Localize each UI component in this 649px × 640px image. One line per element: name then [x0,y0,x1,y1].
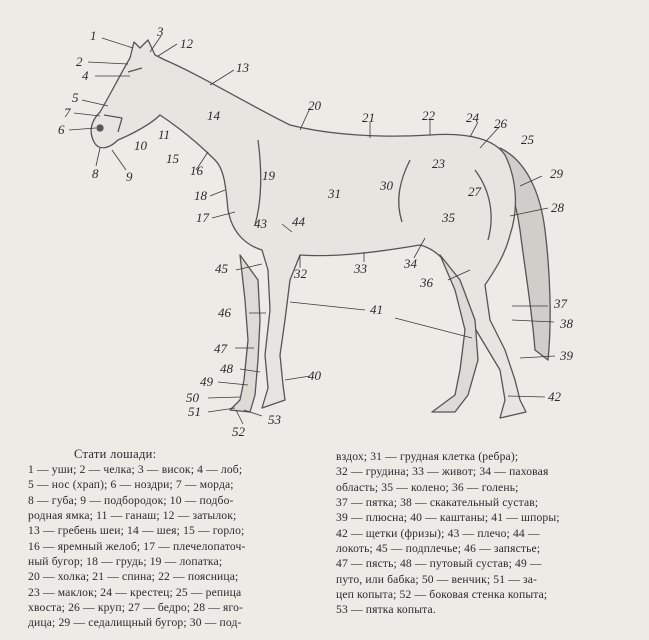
label-27: 27 [468,184,481,199]
label-19: 19 [262,168,275,183]
label-16: 16 [190,163,203,178]
label-43: 43 [254,216,267,231]
legend-line: локоть; 45 — подплечье; 46 — запястье; [336,542,541,556]
legend-line: 16 — яремный желоб; 17 — плечелопаточ- [28,539,246,553]
legend-line: вздох; 31 — грудная клетка (ребра); [336,450,519,463]
label-36: 36 [420,275,433,290]
legend-line: ный бугор; 18 — грудь; 19 — лопатка; [28,555,223,569]
label-31: 31 [328,186,341,201]
legend-line: 32 — грудина; 33 — живот; 34 — паховая [336,465,549,479]
label-18: 18 [194,188,207,203]
legend-line: дица; 29 — седалищный бугор; 30 — под- [28,616,242,630]
legend-column-left [28,462,310,631]
legend-line: 1 — уши; 2 — челка; 3 — висок; 4 — лоб; [28,463,243,476]
legend-line: 47 — пясть; 48 — путовый сустав; 49 — [336,557,542,571]
label-41: 41 [370,302,383,317]
label-42: 42 [548,389,561,404]
legend-line: 13 — гребень шеи; 14 — шея; 15 — горло; [28,524,245,538]
label-46: 46 [218,305,231,320]
label-37: 37 [554,296,567,311]
horse-far-legs [230,255,260,412]
legend-line: 53 — пятка копыта. [336,603,436,617]
label-8: 8 [92,166,99,181]
label-10: 10 [134,138,147,153]
label-7: 7 [64,105,71,120]
label-48: 48 [220,361,233,376]
label-33: 33 [354,261,367,276]
label-40: 40 [308,368,321,383]
legend-line: родная ямка; 11 — ганаш; 12 — затылок; [28,509,237,523]
label-39: 39 [560,348,573,363]
figure-caption: Стати лошади: [74,447,157,461]
label-6: 6 [58,122,65,137]
label-28: 28 [551,200,564,215]
label-24: 24 [466,110,479,125]
label-13: 13 [236,60,249,75]
label-22: 22 [422,108,435,123]
label-26: 26 [494,116,507,131]
label-52: 52 [232,424,245,439]
label-25: 25 [521,132,534,147]
legend-line: 42 — щетки (фризы); 43 — плечо; 44 — [336,526,540,540]
label-30: 30 [380,178,393,193]
label-23: 23 [432,156,445,171]
label-15: 15 [166,151,179,166]
legend-line: 23 — маклок; 24 — крестец; 25 — репица [28,585,242,599]
label-9: 9 [126,169,133,184]
label-44: 44 [292,214,305,229]
legend-line: 8 — губа; 9 — подбородок; 10 — подбо- [28,493,234,507]
label-38: 38 [560,316,573,331]
legend-line: путо, или бабка; 50 — венчик; 51 — за- [336,572,538,586]
label-12: 12 [180,36,193,51]
label-32: 32 [294,266,307,281]
legend-line: 5 — нос (храп); 6 — ноздри; 7 — морда; [28,478,234,492]
label-35: 35 [442,210,455,225]
legend-column-right [336,449,621,618]
label-20: 20 [308,98,321,113]
label-49: 49 [200,374,213,389]
label-2: 2 [76,54,83,69]
label-50: 50 [186,390,199,405]
label-4: 4 [82,68,89,83]
label-29: 29 [550,166,563,181]
legend-line: 20 — холка; 21 — спина; 22 — поясница; [28,570,239,584]
label-34: 34 [404,256,417,271]
label-5: 5 [72,90,79,105]
label-11: 11 [158,127,171,142]
label-14: 14 [207,108,220,123]
label-21: 21 [362,110,375,125]
label-51: 51 [188,404,201,419]
legend-line: цеп копыта; 52 — боковая стенка копыта; [336,588,548,602]
legend-line: 37 — пятка; 38 — скакательный сустав; [336,496,539,510]
label-17: 17 [196,210,209,225]
label-1: 1 [90,28,97,43]
legend-line: хвоста; 26 — круп; 27 — бедро; 28 — яго- [28,601,244,615]
label-47: 47 [214,341,227,356]
label-45: 45 [215,261,228,276]
legend-line: 39 — плюсна; 40 — каштаны; 41 — шпоры; [336,511,560,525]
horse-drawing [91,40,550,418]
label-3: 3 [157,24,164,39]
legend-line: область; 35 — колено; 36 — голень; [336,480,519,494]
label-53: 53 [268,412,281,427]
